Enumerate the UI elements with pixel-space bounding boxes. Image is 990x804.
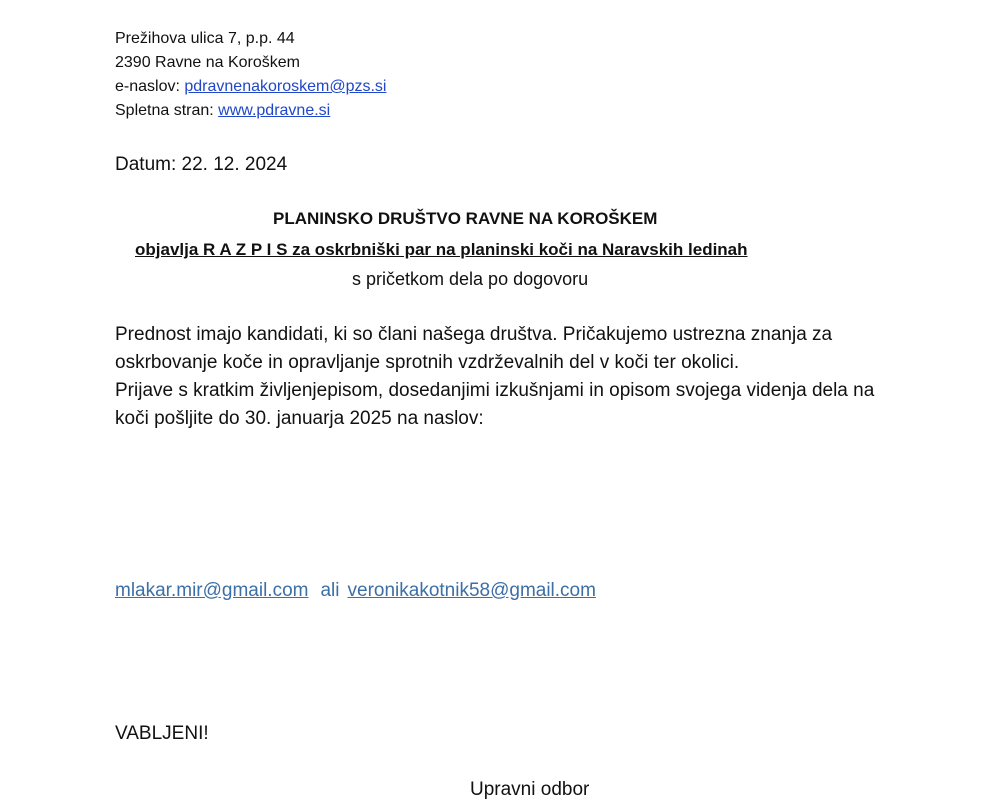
body-paragraph-2: Prijave s kratkim življenjepisom, dosedanjimi izkušnjami in opisom svojega videnja dela na koči pošljite do 30. januarja 2025 na naslov: xyxy=(115,380,875,429)
web-label: Spletna stran: xyxy=(115,102,219,119)
title-main: PLANINSKO DRUŠTVO RAVNE NA KOROŠKEM xyxy=(273,209,658,228)
email-label: e-naslov: xyxy=(115,78,185,95)
email-link[interactable]: pdravnenakoroskem@pzs.si xyxy=(184,78,387,95)
title-subtitle: objavlja R A Z P I S za oskrbniški par na planinski koči na Naravskih ledinah xyxy=(135,240,748,259)
title-note: s pričetkom dela po dogovoru xyxy=(352,269,589,289)
website-link[interactable]: www.pdravne.si xyxy=(218,102,331,119)
address-street: Prežihova ulica 7, p.p. 44 xyxy=(115,30,295,47)
closing-text: VABLJENI! xyxy=(115,723,209,744)
address-city: 2390 Ravne na Koroškem xyxy=(115,54,300,71)
contact-emails xyxy=(115,577,596,605)
contact-email-2[interactable]: veronikakotnik58@gmail.com xyxy=(347,580,596,601)
address-web-line xyxy=(115,99,386,123)
document-date: Datum: 22. 12. 2024 xyxy=(115,154,288,175)
body-text xyxy=(115,321,875,433)
clipped-letterhead xyxy=(322,0,682,4)
contact-separator: ali xyxy=(320,580,340,601)
body-paragraph-1: Prednost imajo kandidati, ki so člani našega društva. Pričakujemo ustrezna znanja za oskrbovanje koče in opravljanje sprotnih vzdrževalnih del v koči ter okolici. xyxy=(115,324,833,373)
signature: Upravni odbor xyxy=(470,779,590,800)
address-block xyxy=(115,27,386,123)
address-email-line xyxy=(115,75,386,99)
contact-email-1[interactable]: mlakar.mir@gmail.com xyxy=(115,580,309,601)
